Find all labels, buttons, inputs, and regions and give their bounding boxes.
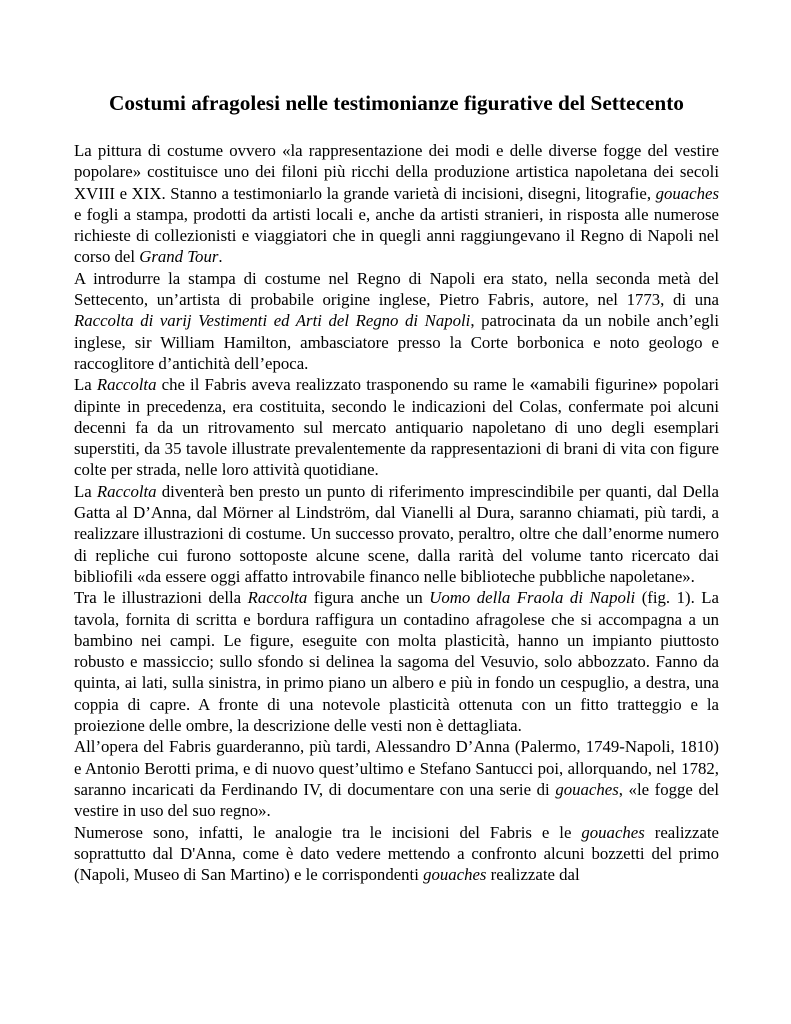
- italic-gouaches: gouaches: [555, 779, 619, 799]
- italic-raccolta: Raccolta: [247, 588, 308, 608]
- italic-grand-tour: Grand Tour: [139, 247, 219, 267]
- paragraph-5: [74, 587, 719, 736]
- paragraph-3-text-c: che il Fabris aveva realizzato trasponendo su rame le: [156, 375, 530, 395]
- paragraph-7-text-e: realizzate dal: [486, 865, 580, 885]
- paragraph-3: [74, 374, 719, 480]
- paragraph-5-text-a: Tra le illustrazioni della: [74, 588, 248, 608]
- document-page: [74, 88, 719, 885]
- paragraph-6-text-c: , «le fogge del vestire in uso del suo regno».: [74, 779, 719, 821]
- paragraph-7-text-a: Numerose sono, infatti, le analogie tra le incisioni del Fabris e le: [74, 822, 582, 842]
- paragraph-2-text-c: , patrocinata da un nobile anch’egli inglese, sir William Hamilton, ambasciatore presso la Corte borbonica e noto geologo e raccoglitore d’antichità dell’epoca.: [74, 311, 719, 373]
- italic-uomo-della-fraola: Uomo della Fraola di Napoli: [429, 588, 636, 608]
- italic-raccolta: Raccolta: [96, 481, 157, 501]
- paragraph-7: [74, 822, 719, 886]
- paragraph-7-text-c: realizzate soprattutto dal D'Anna, come è dato vedere mettendo a confronto alcuni bozzetti del primo (Napoli, Museo di San Martino) e le corrispondenti: [74, 822, 720, 885]
- paragraph-1-text-a: La pittura di costume ovvero «la rappresentazione dei modi e delle diverse fogge del vestire popolare» costituisce uno dei filoni più ricchi della produzione artistica napoletana dei secoli XVIII e XIX. Stanno a testimoniarlo la grande varietà di incisioni, disegni, litografie,: [74, 141, 719, 203]
- italic-gouaches: gouaches: [423, 865, 487, 885]
- italic-raccolta: Raccolta: [96, 375, 157, 395]
- paragraph-3-text-d: amabili figurine: [539, 375, 648, 395]
- paragraph-6-text-a: All’opera del Fabris guarderanno, più tardi, Alessandro D’Anna (Palermo, 1749-Napoli, 1810) e Antonio Berotti prima, e di nuovo quest’ultimo e Stefano Santucci poi, allorquando, nel 1782, saranno incaricati da Ferdinando IV, di documentare con una serie di: [74, 737, 719, 799]
- paragraph-2: [74, 268, 719, 374]
- page-title: Costumi afragolesi nelle testimonianze figurative del Settecento: [109, 91, 684, 115]
- italic-raccolta-title: Raccolta di varij Vestimenti ed Arti del Regno di Napoli: [74, 311, 471, 331]
- paragraph-5-text-e: (fig. 1). La tavola, fornita di scritta e bordura raffigura un contadino afragolese che si accompagna a un bambino nei campi. Le figure, eseguite con molta plasticità, hanno un impianto piuttosto robusto e massiccio; sullo sfondo si delinea la sagoma del Vesuvio, solo abbozzato. Fanno da quinta, ai lati, sulla sinistra, in primo piano un albero e più in fondo un cespuglio, a destra, una coppia di capre. A fronte di una notevole plasticità ottenuta con un fitto tratteggio e la proiezione delle ombre, la descrizione delle vesti non è dettagliata.: [74, 588, 719, 736]
- paragraph-1-text-e: .: [218, 247, 223, 267]
- paragraph-3-text-e: popolari dipinte in precedenza, era costituita, secondo le indicazioni del Colas, confermate poi alcuni decenni fa da un ritrovamento sul mercato antiquario napoletano di uno degli esemplari superstiti, da 35 tavole illustrate prevalentemente da rappresentazioni di brani di vita con figure colte per strada, nelle loro attività quotidiane.: [74, 375, 719, 480]
- italic-gouaches: gouaches: [655, 183, 719, 203]
- paragraph-3-text-a: La: [74, 375, 97, 395]
- right-guillemet: »: [647, 373, 658, 396]
- left-guillemet: «: [529, 373, 540, 396]
- paragraph-1-text-c: e fogli a stampa, prodotti da artisti locali e, anche da artisti stranieri, in risposta alle numerose richieste di collezionisti e viaggiatori che in quegli anni raggiungevano il Regno di Napoli nel corso del: [74, 204, 719, 267]
- paragraph-2-text-a: A introdurre la stampa di costume nel Regno di Napoli era stato, nella seconda metà del Settecento, un’artista di probabile origine inglese, Pietro Fabris, autore, nel 1773, di una: [74, 268, 719, 310]
- italic-gouaches: gouaches: [581, 822, 645, 842]
- paragraph-4-text-a: La: [74, 481, 97, 501]
- paragraph-4: [74, 481, 719, 587]
- paragraph-4-text-c: diventerà ben presto un punto di riferimento imprescindibile per quanti, dal Della Gatta al D’Anna, dal Mörner al Lindström, dal Vianelli al Dura, saranno chiamati, più tardi, a realizzare illustrazioni di costume. Un successo provato, peraltro, oltre che dall’enorme numero di repliche cui furono sottoposte alcune scene, dalla rarità del volume tanto ricercato dai bibliofili «da essere oggi affatto introvabile financo nelle biblioteche pubbliche napoletane».: [74, 481, 719, 586]
- paragraph-5-text-c: figura anche un: [307, 588, 430, 608]
- paragraph-6: [74, 736, 719, 821]
- paragraph-1: [74, 140, 719, 268]
